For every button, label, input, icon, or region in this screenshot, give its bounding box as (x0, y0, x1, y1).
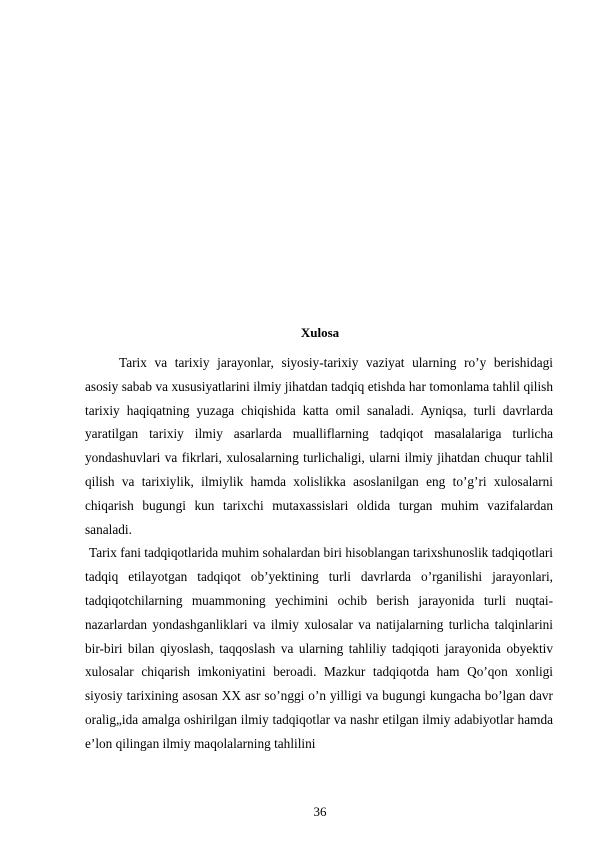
body-text (85, 351, 553, 756)
page-title: Xulosa (300, 325, 340, 340)
page-number: 36 (313, 804, 327, 819)
paragraph-2: Tarix fani tadqiqotlarida muhim sohalardan biri hisoblangan tarixshunoslik tadqiqotlari tadqiq etilayotgan tadqiqot ob’yektining turli davrlarda o’rganilishi jarayonlari, tadqiqotchilarning muammoning yechimini ochib berish jarayonida turli nuqtai-nazarlardan yondashganliklari va ilmiy xulosalar va natijalarning turlicha talqinlarini bir-biri bilan qiyoslash, taqqoslash va ularning tahliliy tadqiqoti jarayonida obyektiv xulosalar chiqarish imkoniyatini beroadi. Mazkur tadqiqotda ham Qo’qon xonligi siyosiy tarixining asosan XX asr so’nggi o’n yilligi va bugungi kungacha bo’lgan davr oralig„ida amalga oshirilgan ilmiy tadqiqotlar va nashr etilgan ilmiy adabiyotlar hamda e’lon qilingan ilmiy maqolalarning tahlilini (85, 545, 553, 751)
paragraph-1: Tarix va tarixiy jarayonlar, siyosiy-tarixiy vaziyat ularning ro’y berishidagi asosiy sabab va xususiyatlarini ilmiy jihatdan tadqiq etishda har tomonlama tahlil qilish tarixiy haqiqatning yuzaga chiqishida katta omil sanaladi. Ayniqsa, turli davrlarda yaratilgan tarixiy ilmiy asarlarda mualliflarning tadqiqot masalalariga turlicha yondashuvlari va fikrlari, xulosalarning turlichaligi, ularni ilmiy jihatdan chuqur tahlil qilish va tarixiylik, ilmiylik hamda xolislikka asoslanilgan eng to’g’ri xulosalarni chiqarish bugungi kun tarixchi mutaxassislari oldida turgan muhim vazifalardan sanaladi. (85, 355, 553, 537)
